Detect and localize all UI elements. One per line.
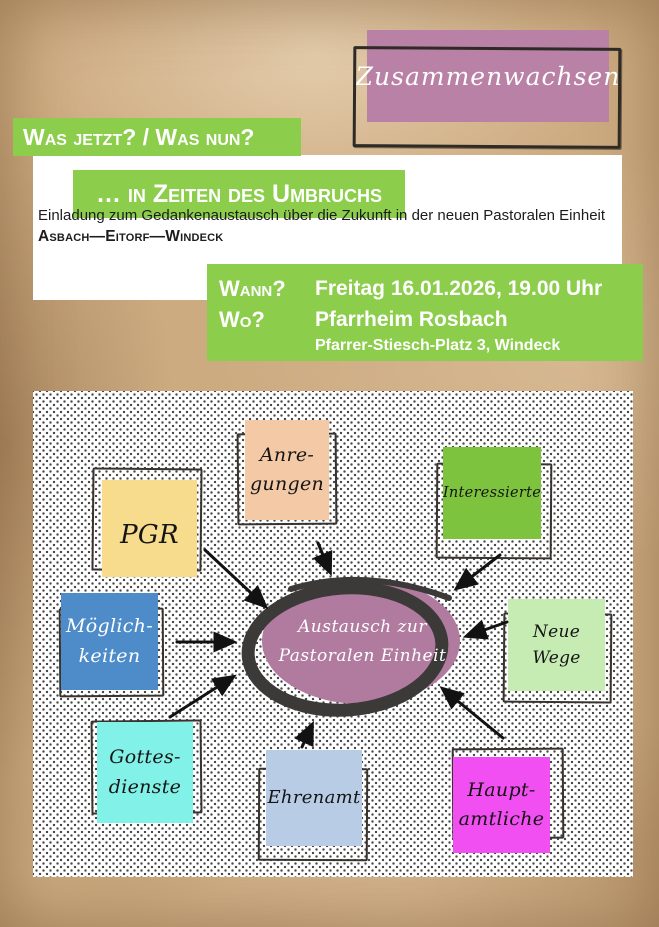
sticky-note-label: Neue Wege <box>532 621 581 668</box>
headline-bar-1 <box>13 118 301 156</box>
arrow-interessierte <box>457 555 500 588</box>
arrow-pgr <box>205 550 265 606</box>
where-label: Wo? <box>219 307 265 332</box>
sticky-note-label: Interessierte <box>442 484 542 501</box>
sticky-note-label: PGR <box>120 520 179 551</box>
where-address: Pfarrer-Stiesch-Platz 3, Windeck <box>315 337 561 354</box>
arrow-gottesdienste <box>170 677 233 717</box>
sticky-note-label: Möglich- keiten <box>66 615 153 667</box>
sticky-note-label: Gottes- dienste <box>108 746 182 798</box>
sticky-note-label: Ehrenamt <box>267 787 361 809</box>
arrow-hauptamtliche <box>443 689 503 738</box>
arrow-ehrenamt <box>302 725 312 747</box>
sticky-note-label: Haupt- amtliche <box>458 778 545 830</box>
badge-sketch-frame <box>353 46 622 149</box>
center-bubble-text <box>265 597 460 685</box>
invitation-text <box>38 205 613 248</box>
mindmap-panel <box>33 391 633 877</box>
headline-line2: … in Zeiten des Umbruchs <box>95 179 383 208</box>
invitation-line: Einladung zum Gedankenaustausch über die Zukunft in der neuen Pastoralen Einheit <box>38 207 606 224</box>
center-line1: Austausch zur <box>298 616 427 637</box>
center-line2: Pastoralen Einheit <box>278 645 447 666</box>
sticky-note-label: Anre- gungen <box>249 443 325 495</box>
badge-label: Zusammenwachsen <box>355 61 621 91</box>
when-value: Freitag 16.01.2026, 19.00 Uhr <box>315 277 603 300</box>
when-label: Wann? <box>219 276 286 301</box>
empty-cell <box>219 335 315 357</box>
invitation-region: Asbach—Eitorf—Windeck <box>38 228 224 245</box>
arrow-neue-wege <box>467 622 507 636</box>
headline-line1: Was jetzt? / Was nun? <box>23 123 255 150</box>
event-details-box <box>207 264 643 361</box>
arrow-anregungen <box>318 543 330 572</box>
where-value: Pfarrheim Rosbach <box>315 308 508 331</box>
